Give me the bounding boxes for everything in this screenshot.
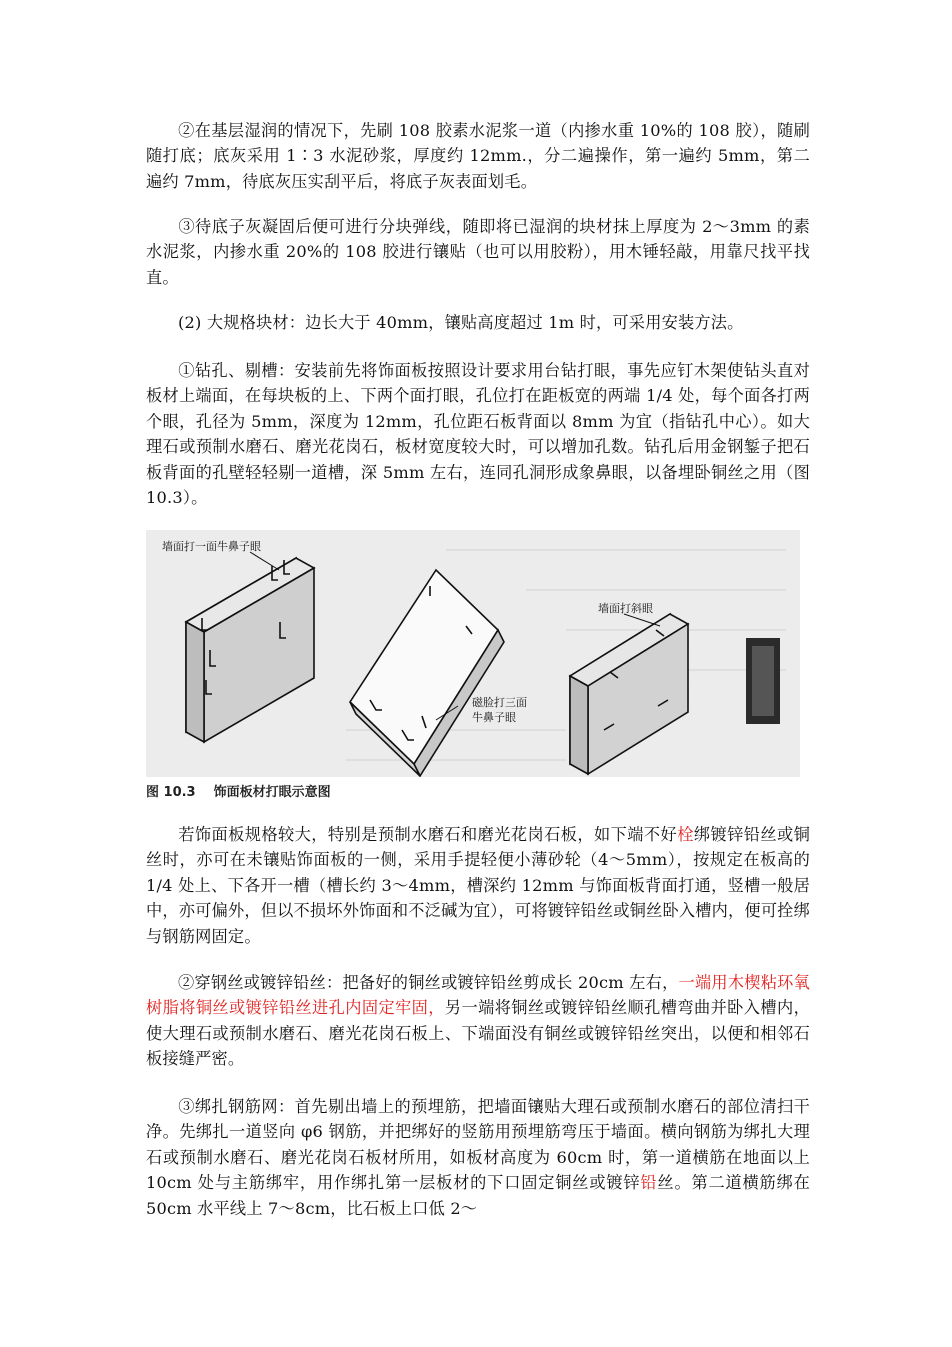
paragraph-drilling bbox=[146, 358, 810, 510]
paragraph-large-slab-groove bbox=[146, 822, 810, 949]
label-right: 墙面打斜眼 bbox=[598, 602, 653, 615]
caption-number: 图 10.3 bbox=[146, 785, 196, 800]
paragraph-threading-wire bbox=[146, 970, 810, 1072]
paragraph-text: ①钻孔、剔槽：安装前先将饰面板按照设计要求用台钻打眼，事先应钉木架使钻头直对板材上端面，在每块板的上、下两个面打眼，孔位打在距板宽的两端 1/4 处，每个面各打两个眼，孔径为 5mm，深度为 12mm，孔位距石板背面以 8mm 为宜（指钻孔中心）。如大理石或预制水磨石、磨光花岗石，板材宽度较大时，可以增加孔数。钻孔后用金钢錾子把石板背面的孔壁轻轻剔一道槽，深 5mm 左右，连同孔洞形成象鼻眼，以备埋卧铜丝之用（图 10.3）。 bbox=[146, 361, 810, 508]
edge-slab bbox=[746, 638, 780, 724]
drilling-diagram bbox=[146, 530, 800, 777]
paragraph-text: ③绑扎钢筋网：首先剔出墙上的预埋筋，把墙面镶贴大理石或预制水磨石的部位清扫干净。先绑扎一道竖向 φ6 钢筋，并把绑好的竖筋用预埋筋弯压于墙面。横向钢筋为绑扎大理石或预制水磨石、磨光花岗石板材所用，如板材高度为 60cm 时，第一道横筋在地面以上 10cm 处与主筋绑牢，用作绑扎第一层板材的下口固定铜丝或镀锌 bbox=[146, 1097, 810, 1193]
paragraph-text: 绑镀锌铅丝或铜丝时，亦可在未镶贴饰面板的一侧，采用手提轻便小薄砂轮（4～5mm），按规定在板高的 1/4 处上、下各开一槽（槽长约 3～4mm，槽深约 12mm 与饰面板背面打通，竖槽一般居中，亦可偏外，但以不损坏外饰面和不泛碱为宜），可将镀锌铅丝或铜丝卧入槽内，便可拴绑与钢筋网固定。 bbox=[146, 825, 811, 946]
paragraph-base-coat bbox=[146, 118, 810, 194]
paragraph-text: 若饰面板规格较大，特别是预制水磨石和磨光花岗石板，如下端不好 bbox=[178, 825, 678, 844]
highlight-text: 铅 bbox=[640, 1173, 658, 1193]
label-center-line2: 牛鼻子眼 bbox=[472, 711, 516, 724]
figure-caption bbox=[146, 781, 331, 800]
highlight-text: 一端用木楔粘环氧树脂将铜丝或镀锌铅丝进孔内固定牢固， bbox=[146, 973, 810, 1018]
paragraph-text: ②穿钢丝或镀锌铅丝：把备好的铜丝或镀锌铅丝剪成长 20cm 左右， bbox=[178, 973, 679, 992]
paragraph-snap-line bbox=[146, 214, 810, 290]
label-left: 墙面打一面牛鼻子眼 bbox=[162, 540, 261, 553]
paragraph-text: ②在基层湿润的情况下，先刷 108 胶素水泥浆一道（内掺水重 10%的 108 胶），随刷随打底；底灰采用 1∶3 水泥砂浆，厚度约 12mm.，分二遍操作，第一遍约 5mm，第二遍约 7mm，待底灰压实刮平后，将底子灰表面划毛。 bbox=[146, 121, 810, 191]
caption-title: 饰面板材打眼示意图 bbox=[213, 785, 331, 800]
highlight-text: 栓 bbox=[677, 825, 694, 844]
paragraph-rebar-mesh bbox=[146, 1094, 810, 1221]
paragraph-text: 另一端将铜丝或镀锌铅丝顺孔槽弯曲并卧入槽内，使大理石或预制水磨石、磨光花岗石板上、下端面没有铜丝或镀锌铅丝突出，以便和相邻石板接缝严密。 bbox=[146, 998, 810, 1069]
paragraph-text: (2) 大规格块材：边长大于 40mm，镶贴高度超过 1m 时，可采用安装方法。 bbox=[178, 313, 744, 332]
paragraph-text: ③待底子灰凝固后便可进行分块弹线，随即将已湿润的块材抹上厚度为 2～3mm 的素水泥浆，内掺水重 20%的 108 胶进行镶贴（也可以用胶粉），用木锤轻敲，用靠尺找平找直。 bbox=[146, 217, 810, 287]
label-center-line1: 磁脸打三面 bbox=[472, 696, 527, 709]
drilling-diagram-svg bbox=[146, 530, 800, 777]
paragraph-large-blocks bbox=[146, 310, 810, 335]
paragraph-text: 丝。第二道横筋绑在 50cm 水平线上 7～8cm，比石板上口低 2～ bbox=[146, 1173, 810, 1218]
